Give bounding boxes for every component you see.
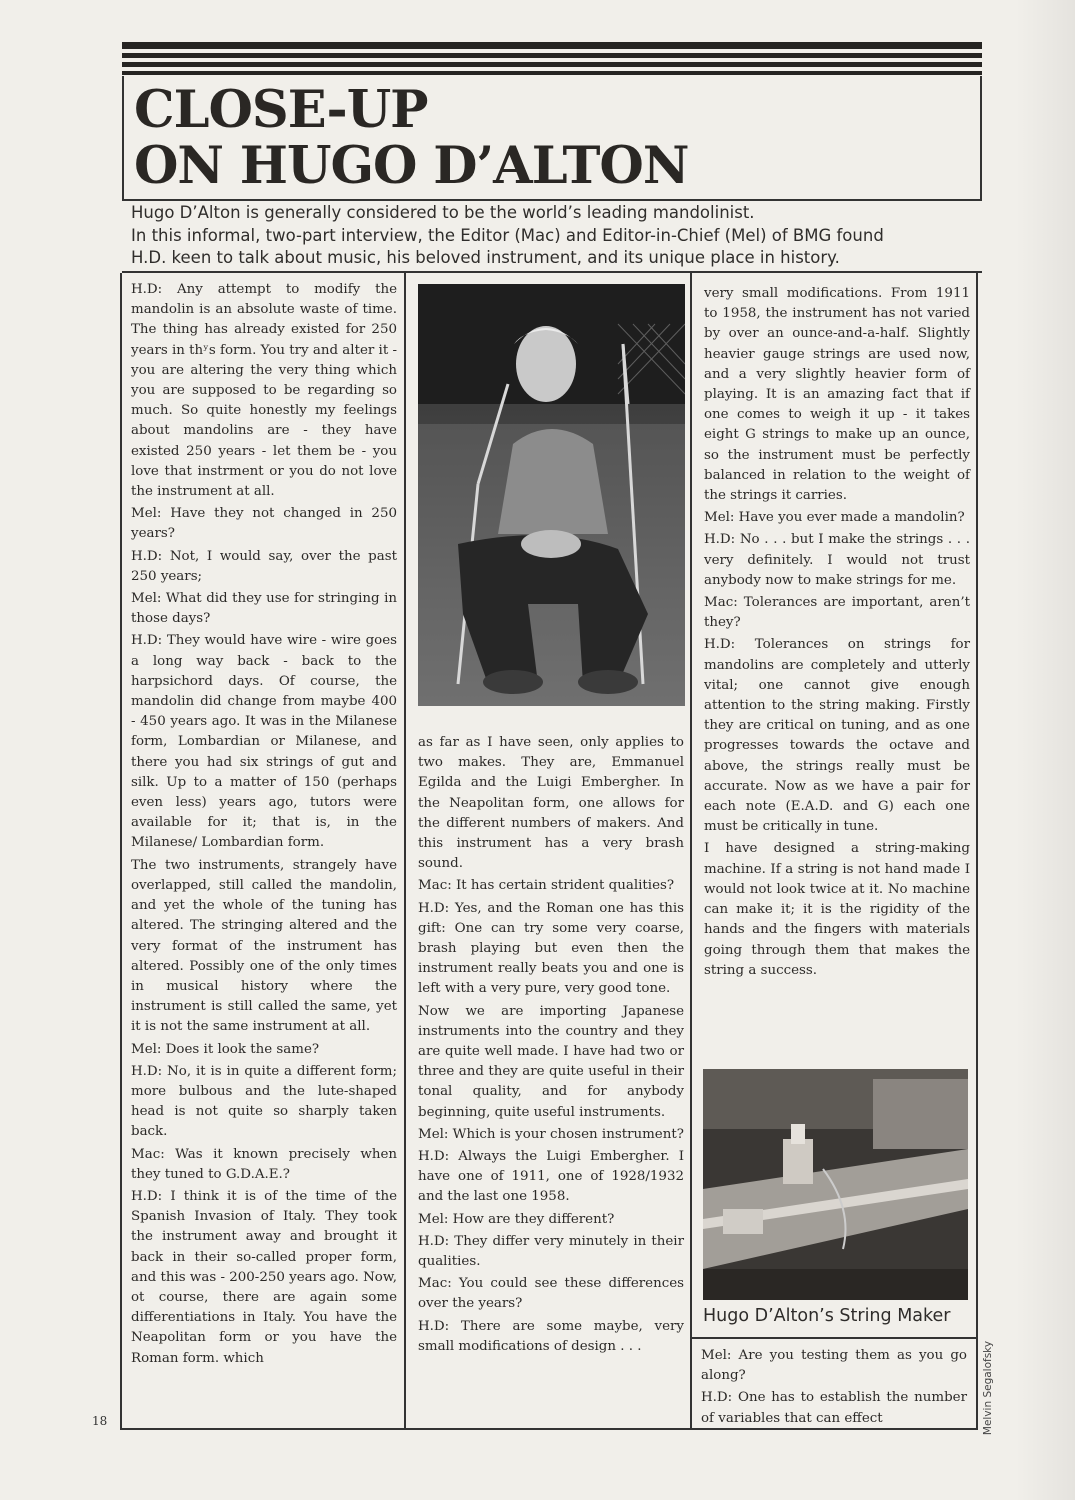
paragraph: very small modifications. From 1911 to 1958, the instrument has not varied by over an ounce-and-a-half. Slightly heavier gauge strings are used now, and a very slightly heavier form of playing. It is an amazing fact that if one comes to weigh it up - it takes eight G strings to make up an ounce, so the instrument must be perfectly balanced in relation to the weight of the strings it carries. [704,286,970,504]
column-rule-1 [404,273,406,1430]
article-column-3-continued [701,1346,967,1429]
paragraph: H.D: One has to establish the number of variables that can effect [701,1390,967,1426]
header-rules [122,42,982,76]
column-rule-left [120,273,122,1430]
paragraph: Mel: Which is your chosen instrument? [418,1126,684,1142]
title-box [122,76,982,201]
string-maker-photo [703,1069,968,1300]
standfirst [131,202,976,270]
paragraph: Mel: What did they use for stringing in those days? [131,591,397,627]
paragraph: Mel: Have they not changed in 250 years? [131,506,397,542]
paragraph: H.D: No . . . but I make the strings . . . very definitely. I would not trust anybody now to make strings for me. [704,532,970,588]
standfirst-line-1: Hugo D’Alton is generally considered to be the world’s leading mandolinist. [131,203,755,222]
paragraph: H.D: Always the Luigi Embergher. I have one of 1911, one of 1928/1932 and the last one 1958. [418,1149,684,1205]
paragraph: H.D: Any attempt to modify the mandolin is an absolute waste of time. The thing has already existed for 250 years in thʸs form. You try and alter it - you are altering the very thing which you are supposed to be regarding so much. So quite honestly my feelings about mandolins are - they have existed 250 years - let them be - you love that instrment or you do not love the instrument at all. [131,282,397,500]
paragraph: H.D: There are some maybe, very small modifications of design . . . [418,1318,684,1354]
paragraph: H.D: Tolerances on strings for mandolins are completely and utterly vital; one cannot give enough attention to the string making. Firstly they are critical on tuning, and as one progresses towards the octave and above, the strings really must be accurate. Now as we have a pair for each note (E.A.D. and G) each one must be critically in tune. [704,637,970,835]
paragraph: Mac: It has certain strident qualities? [418,878,675,894]
paragraph: Mac: Tolerances are important, aren’t they? [704,595,970,631]
article-column-2 [418,733,684,1357]
title-line-1: CLOSE-UP [134,80,428,140]
paragraph: H.D: No, it is in quite a different form; more bulbous and the lute-shaped head is not quite so sharply taken back. [131,1063,397,1140]
standfirst-rule [122,271,982,273]
paragraph: H.D: They would have wire - wire goes a long way back - back to the harpsichord days. Of course, the mandolin did change from maybe 400 - 450 years ago. It was in the Milanese form, Lombardian or Milanese, and there you had six strings of gut and silk. Up to a matter of 150 (perhaps even less) years ago, tutors were available for it; that is, in the Milanese/ Lombardian form. [131,633,397,851]
paragraph: Mel: Have you ever made a mandolin? [704,510,965,526]
paragraph: I have designed a string-making machine. If a string is not hand made I would not look twice at it. No machine can make it; it is the rigidity of the hands and the fingers with materials going through them that makes the string a success. [704,841,970,978]
paragraph: H.D: Not, I would say, over the past 250 years; [131,548,397,584]
page-number: 18 [92,1414,108,1428]
paragraph: H.D: They differ very minutely in their qualities. [418,1233,684,1270]
column-rule-right [976,273,978,1430]
paragraph: as far as I have seen, only applies to two makes. They are, Emmanuel Egilda and the Luigi Embergher. In the Neapolitan form, one allows for the different numbers of makers. And this instrument has a very brash sound. [418,735,684,872]
paragraph: The two instruments, strangely have overlapped, still called the mandolin, and yet the whole of the tuning has altered. The stringing altered and the very format of the instrument has altered. Possibly one of the only times in musical history where the instrument is still called the same, yet it is not the same instrument at all. [131,857,397,1035]
paragraph: Now we are importing Japanese instruments into the country and they are quite well made. I have had two or three and they are quite useful in their tonal quality, and for anybody beginning, quite useful instruments. [418,1003,684,1120]
paragraph: H.D: Yes, and the Roman one has this gift: One can try some very coarse, brash playing but even then the instrument really beats you and one is left with a very pure, very good tone. [418,900,684,997]
paragraph: Mel: How are they different? [418,1211,615,1227]
photo-credit [980,1340,996,1435]
photo-credit-text: Melvin Segalofsky [982,1340,994,1435]
paragraph: Mel: Does it look the same? [131,1041,320,1057]
paragraph: H.D: I think it is of the time of the Spanish Invasion of Italy. They took the instrument away and brought it back in their so-called proper form, and this was - 200-250 years ago. Now, ot course, there are again some differentiations in Italy. You have the Neapolitan form or you have the Roman form. which [131,1188,397,1366]
portrait-photo [418,284,685,706]
standfirst-line-3: H.D. keen to talk about music, his beloved instrument, and its unique place in history. [131,248,840,267]
article-title [134,82,688,194]
standfirst-line-2: In this informal, two-part interview, the Editor (Mac) and Editor-in-Chief (Mel) of BMG found [131,225,884,245]
photo-caption: Hugo D’Alton’s String Maker [703,1306,951,1326]
paragraph: Mac: You could see these differences over the years? [418,1276,684,1312]
caption-rule [690,1337,978,1339]
paragraph: Mel: Are you testing them as you go along? [701,1348,967,1384]
paragraph: Mac: Was it known precisely when they tuned to G.D.A.E.? [131,1146,397,1182]
article-column-1 [131,280,397,1369]
page-edge-shadow [1015,0,1075,1500]
column-rule-2 [690,273,692,1430]
title-line-2: ON HUGO D’ALTON [134,136,689,196]
article-column-3 [704,284,970,981]
